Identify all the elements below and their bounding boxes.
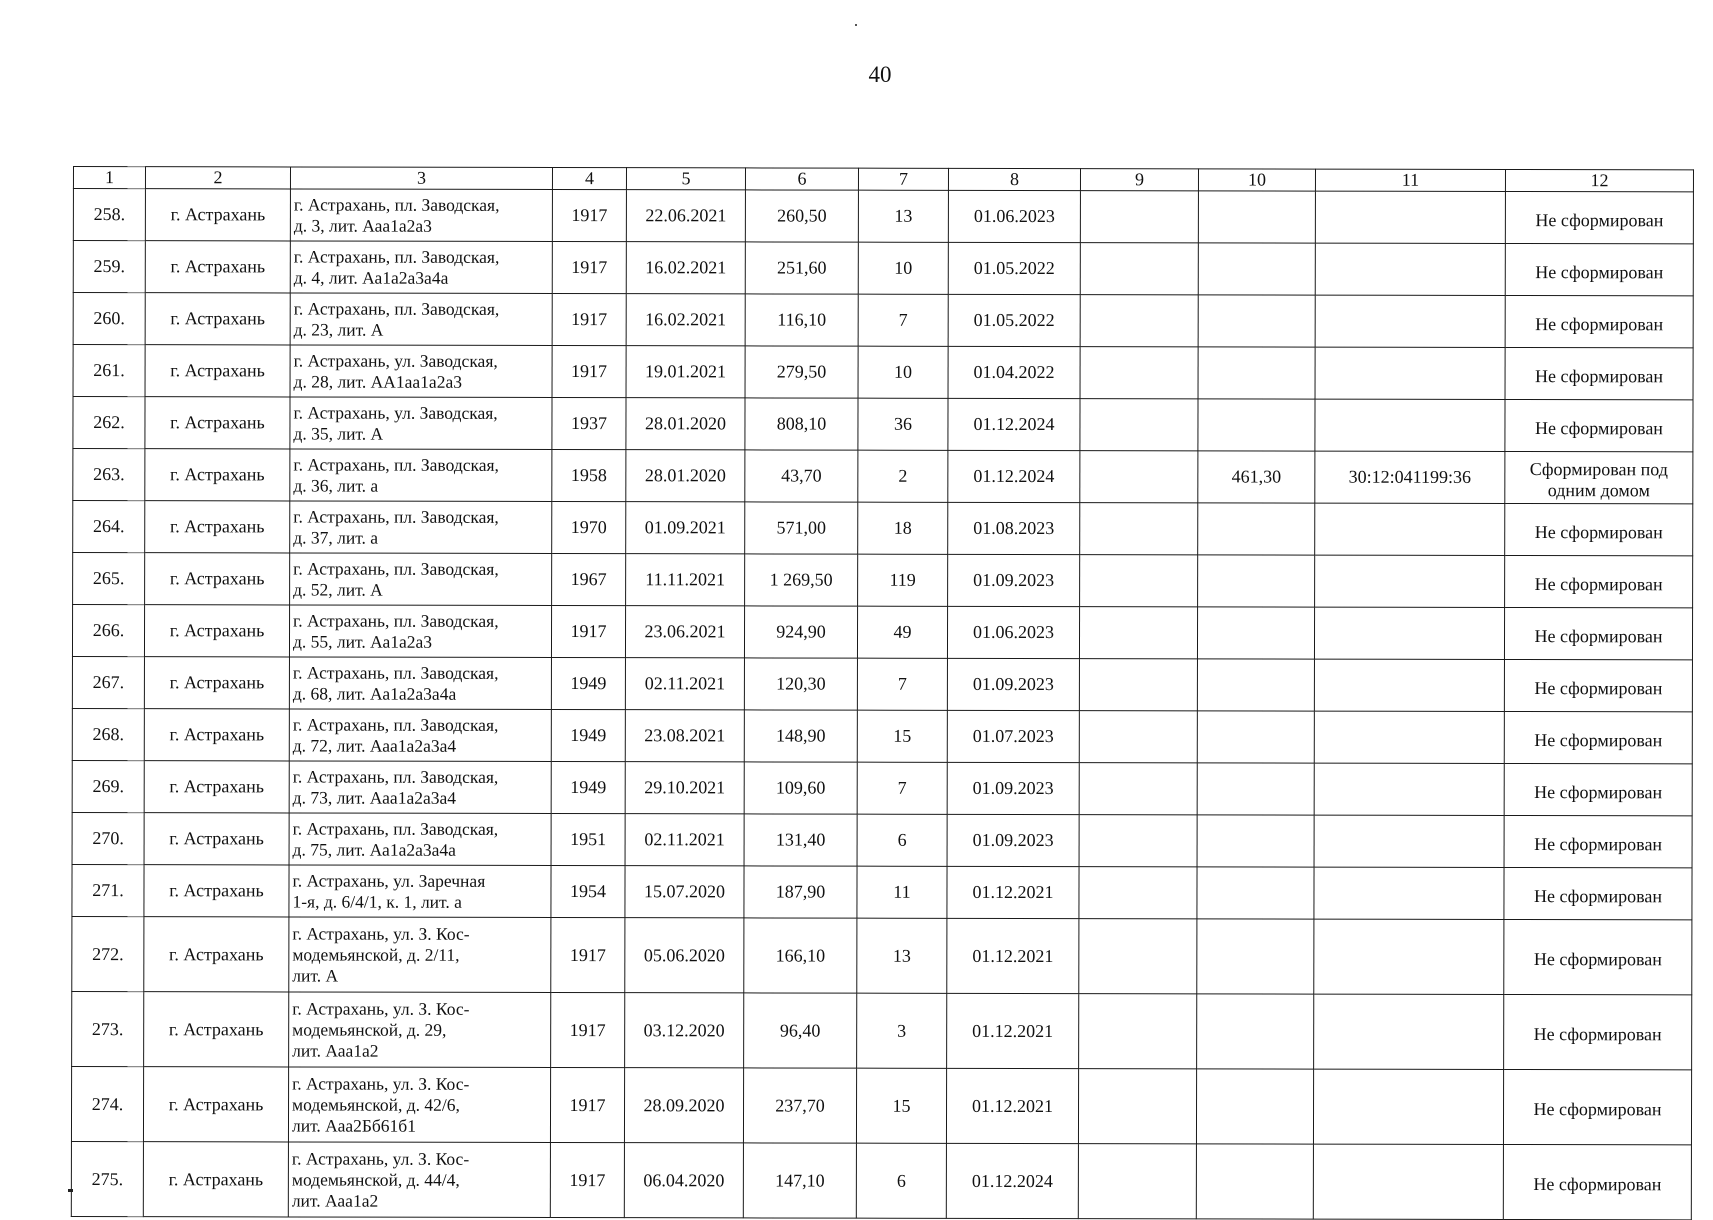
year-cell: 1917	[552, 346, 626, 398]
city-cell: г. Астрахань	[144, 709, 289, 761]
date-cell: 01.09.2021	[626, 502, 745, 554]
table-row	[72, 605, 1692, 660]
address-line: модемьянской, д. 42/6,	[292, 1093, 460, 1115]
address-cell	[289, 917, 551, 993]
table-row	[73, 345, 1693, 400]
count-cell: 36	[858, 398, 948, 450]
col10-cell	[1197, 919, 1314, 994]
col10-cell: 461,30	[1198, 451, 1315, 503]
cadastral-cell	[1315, 191, 1505, 243]
col9-cell	[1080, 347, 1198, 399]
status-cell: Не сформирован	[1505, 347, 1693, 399]
col10-cell	[1196, 1144, 1313, 1219]
row-number: 261.	[73, 345, 145, 397]
year-cell: 1917	[552, 294, 626, 346]
address-cell	[289, 605, 551, 658]
address-cell	[289, 813, 551, 866]
status-cell: Не сформирован	[1505, 244, 1693, 296]
date-cell: 28.01.2020	[626, 398, 745, 450]
col9-cell	[1079, 659, 1197, 711]
table-row	[72, 708, 1692, 763]
column-header-12: 12	[1505, 170, 1693, 192]
col9-cell	[1079, 919, 1197, 994]
col10-cell	[1197, 867, 1314, 919]
address-line: д. 52, лит. А	[293, 578, 383, 600]
table-row	[73, 501, 1693, 556]
year-cell: 1917	[552, 242, 626, 294]
area-cell: 251,60	[745, 242, 858, 294]
col10-cell	[1198, 503, 1315, 555]
year-cell: 1917	[551, 993, 625, 1068]
address-line: модемьянской, д. 2/11,	[292, 943, 460, 965]
date-cell: 02.11.2021	[625, 658, 744, 710]
address-cell	[290, 501, 552, 554]
area-cell: 116,10	[745, 294, 858, 346]
deadline-cell: 01.06.2023	[948, 190, 1080, 242]
address-line: г. Астрахань, пл. Заводская,	[293, 453, 499, 475]
year-cell: 1949	[551, 710, 625, 762]
count-cell: 13	[858, 190, 948, 242]
area-cell: 571,00	[745, 502, 858, 554]
table-row	[72, 916, 1692, 994]
status-cell: Не сформирован	[1505, 503, 1693, 555]
col10-cell	[1198, 555, 1315, 607]
address-line: г. Астрахань, ул. З. Кос-	[292, 922, 470, 944]
year-cell: 1970	[552, 502, 626, 554]
column-header-8: 8	[948, 168, 1080, 190]
date-cell: 23.06.2021	[625, 606, 744, 658]
table-row	[72, 760, 1692, 815]
address-line: модемьянской, д. 44/4,	[291, 1168, 460, 1190]
address-line: г. Астрахань, пл. Заводская,	[293, 193, 500, 215]
row-number: 274.	[71, 1066, 143, 1141]
year-cell: 1917	[551, 918, 625, 993]
cadastral-cell	[1315, 555, 1505, 607]
city-cell: г. Астрахань	[145, 293, 290, 345]
year-cell: 1949	[551, 658, 625, 710]
cadastral-cell	[1314, 994, 1504, 1069]
status-cell: Не сформирован	[1504, 919, 1692, 994]
status-cell: Не сформирован	[1504, 994, 1692, 1069]
cadastral-cell	[1314, 711, 1504, 763]
address-line: лит. Ааа1а2	[292, 1039, 379, 1061]
row-number: 275.	[71, 1141, 143, 1216]
city-cell: г. Астрахань	[144, 605, 289, 657]
address-line: д. 36, лит. а	[293, 474, 379, 496]
status-cell: Не сформирован	[1504, 763, 1692, 815]
address-line: г. Астрахань, пл. Заводская,	[292, 765, 499, 787]
address-line: г. Астрахань, ул. З. Кос-	[292, 1072, 470, 1094]
col9-cell	[1079, 607, 1197, 659]
deadline-cell: 01.05.2022	[948, 294, 1080, 346]
address-line: г. Астрахань, ул. Заводская,	[293, 349, 498, 371]
table-body	[71, 189, 1693, 1220]
col9-cell	[1080, 503, 1198, 555]
status-cell: Не сформирован	[1504, 659, 1692, 711]
column-header-5: 5	[626, 168, 745, 190]
date-cell: 28.09.2020	[624, 1068, 743, 1143]
count-cell: 11	[857, 866, 947, 918]
table-row	[72, 812, 1692, 867]
col9-cell	[1080, 555, 1198, 607]
deadline-cell: 01.08.2023	[948, 502, 1080, 554]
address-line: г. Астрахань, пл. Заводская,	[292, 817, 499, 839]
column-header-7: 7	[858, 168, 948, 190]
status-cell: Не сформирован	[1503, 1144, 1691, 1219]
address-cell	[290, 449, 552, 502]
address-line: д. 72, лит. Ааа1а2а3а4	[292, 734, 457, 756]
cadastral-cell	[1313, 1069, 1503, 1144]
address-cell	[289, 865, 551, 918]
year-cell: 1967	[552, 554, 626, 606]
address-line: г. Астрахань, ул. З. Кос-	[291, 1147, 470, 1169]
address-line: г. Астрахань, пл. Заводская,	[293, 297, 500, 319]
date-cell: 23.08.2021	[625, 710, 744, 762]
col9-cell	[1079, 867, 1197, 919]
address-cell	[289, 761, 551, 814]
col10-cell	[1198, 399, 1315, 451]
col9-cell	[1078, 1144, 1196, 1219]
date-cell: 11.11.2021	[626, 554, 745, 606]
row-number: 270.	[72, 812, 144, 864]
address-cell	[288, 1142, 550, 1218]
area-cell: 808,10	[745, 398, 858, 450]
deadline-cell: 01.12.2021	[947, 993, 1079, 1068]
count-cell: 15	[856, 1068, 946, 1143]
count-cell: 7	[858, 294, 948, 346]
year-cell: 1954	[551, 866, 625, 918]
table-row	[73, 397, 1693, 452]
address-cell	[290, 345, 552, 398]
address-cell	[290, 397, 552, 450]
col10-cell	[1197, 711, 1314, 763]
city-cell: г. Астрахань	[145, 241, 290, 293]
col10-cell	[1198, 295, 1315, 347]
deadline-cell: 01.12.2024	[948, 450, 1080, 502]
address-line: д. 73, лит. Ааа1а2а3а4	[292, 786, 457, 808]
address-line: г. Астрахань, пл. Заводская,	[293, 557, 499, 579]
city-cell: г. Астрахань	[145, 501, 290, 553]
deadline-cell: 01.06.2023	[947, 606, 1079, 658]
address-line: лит. А	[292, 964, 339, 986]
area-cell: 147,10	[743, 1143, 856, 1218]
row-number: 269.	[72, 760, 144, 812]
city-cell: г. Астрахань	[144, 813, 289, 865]
col10-cell	[1197, 994, 1314, 1069]
area-cell: 43,70	[745, 450, 858, 502]
city-cell: г. Астрахань	[145, 553, 290, 605]
column-header-11: 11	[1315, 169, 1505, 191]
row-number: 264.	[73, 501, 145, 553]
row-number: 272.	[72, 916, 144, 991]
cadastral-cell	[1315, 399, 1505, 451]
deadline-cell: 01.12.2021	[947, 866, 1079, 918]
scan-speck	[855, 24, 857, 26]
address-line: д. 68, лит. Аа1а2а3а4а	[292, 682, 457, 704]
col10-cell	[1198, 191, 1315, 243]
deadline-cell: 01.07.2023	[947, 710, 1079, 762]
status-cell: Не сформирован	[1505, 399, 1693, 451]
row-number: 267.	[72, 657, 144, 709]
deadline-cell: 01.09.2023	[947, 762, 1079, 814]
count-cell: 7	[857, 658, 947, 710]
city-cell: г. Астрахань	[144, 865, 289, 917]
column-header-4: 4	[552, 168, 626, 190]
housing-register-table	[71, 166, 1694, 1220]
col9-cell	[1080, 295, 1198, 347]
city-cell: г. Астрахань	[143, 1067, 288, 1142]
deadline-cell: 01.12.2021	[947, 918, 1079, 993]
table-row	[72, 864, 1692, 919]
address-cell	[289, 709, 551, 762]
col9-cell	[1080, 399, 1198, 451]
area-cell: 187,90	[744, 866, 857, 918]
area-cell: 131,40	[744, 814, 857, 866]
cadastral-cell	[1314, 607, 1504, 659]
area-cell: 109,60	[744, 762, 857, 814]
deadline-cell: 01.04.2022	[948, 346, 1080, 398]
address-line: г. Астрахань, ул. Заречная	[292, 869, 486, 891]
cadastral-cell: 30:12:041199:36	[1315, 451, 1505, 503]
deadline-cell: 01.12.2024	[948, 398, 1080, 450]
date-cell: 03.12.2020	[625, 993, 744, 1068]
city-cell: г. Астрахань	[145, 449, 290, 501]
area-cell: 924,90	[744, 606, 857, 658]
area-cell: 166,10	[744, 918, 857, 993]
deadline-cell: 01.12.2024	[946, 1143, 1078, 1218]
year-cell: 1937	[552, 398, 626, 450]
table-row	[73, 449, 1693, 504]
status-cell: Не сформирован	[1505, 295, 1693, 347]
area-cell: 260,50	[745, 190, 858, 242]
city-cell: г. Астрахань	[144, 657, 289, 709]
status-cell: Не сформирован	[1505, 555, 1693, 607]
col9-cell	[1079, 763, 1197, 815]
address-cell	[290, 293, 552, 346]
date-cell: 22.06.2021	[626, 190, 745, 242]
status-cell: Не сформирован	[1505, 192, 1693, 244]
count-cell: 15	[857, 710, 947, 762]
col9-cell	[1078, 1069, 1196, 1144]
column-header-1: 1	[73, 167, 145, 189]
col9-cell	[1080, 243, 1198, 295]
col9-cell	[1079, 815, 1197, 867]
row-number: 271.	[72, 864, 144, 916]
status-cell: Не сформирован	[1504, 815, 1692, 867]
date-cell: 29.10.2021	[625, 762, 744, 814]
page-number: 40	[868, 62, 892, 87]
cadastral-cell	[1314, 919, 1504, 994]
cadastral-cell	[1314, 659, 1504, 711]
status-cell: Не сформирован	[1504, 711, 1692, 763]
row-number: 258.	[73, 189, 145, 241]
table-row	[73, 241, 1693, 296]
area-cell: 279,50	[745, 346, 858, 398]
col9-cell	[1079, 711, 1197, 763]
address-line: г. Астрахань, ул. З. Кос-	[292, 997, 470, 1019]
year-cell: 1951	[551, 814, 625, 866]
address-line: 1-я, д. 6/4/1, к. 1, лит. а	[292, 890, 462, 912]
city-cell: г. Астрахань	[144, 992, 289, 1067]
table-row	[72, 991, 1692, 1069]
row-number: 273.	[72, 991, 144, 1066]
row-number: 268.	[72, 708, 144, 760]
area-cell: 120,30	[744, 658, 857, 710]
date-cell: 05.06.2020	[625, 918, 744, 993]
cadastral-cell	[1315, 295, 1505, 347]
row-number: 260.	[73, 293, 145, 345]
deadline-cell: 01.09.2023	[948, 554, 1080, 606]
table-row	[71, 1066, 1691, 1144]
count-cell: 119	[858, 554, 948, 606]
status-cell: Сформирован под одним домом	[1505, 451, 1693, 503]
area-cell: 237,70	[743, 1068, 856, 1143]
count-cell: 13	[857, 918, 947, 993]
city-cell: г. Астрахань	[145, 189, 290, 241]
count-cell: 18	[858, 502, 948, 554]
col9-cell	[1080, 451, 1198, 503]
date-cell: 06.04.2020	[624, 1143, 743, 1218]
count-cell: 6	[856, 1143, 946, 1218]
count-cell: 10	[858, 346, 948, 398]
address-line: д. 23, лит. А	[293, 318, 384, 340]
col10-cell	[1197, 607, 1314, 659]
address-line: г. Астрахань, ул. Заводская,	[293, 401, 498, 423]
address-line: д. 3, лит. Ааа1а2а3	[293, 214, 432, 236]
column-header-3: 3	[290, 167, 552, 190]
row-number: 265.	[73, 553, 145, 605]
count-cell: 2	[858, 450, 948, 502]
deadline-cell: 01.12.2021	[946, 1068, 1078, 1143]
col10-cell	[1197, 659, 1314, 711]
address-line: д. 55, лит. Аа1а2а3	[292, 630, 433, 652]
address-cell	[290, 553, 552, 606]
area-cell: 148,90	[744, 710, 857, 762]
address-line: г. Астрахань, пл. Заводская,	[293, 245, 500, 267]
cadastral-cell	[1314, 763, 1504, 815]
col9-cell	[1080, 191, 1198, 243]
cadastral-cell	[1315, 503, 1505, 555]
column-header-10: 10	[1198, 169, 1315, 191]
column-header-9: 9	[1080, 169, 1198, 191]
column-header-6: 6	[745, 168, 858, 190]
table-row	[72, 657, 1692, 712]
table-row	[73, 293, 1693, 348]
city-cell: г. Астрахань	[143, 1142, 288, 1217]
address-line: лит. Ааа1а2	[291, 1189, 379, 1211]
address-cell	[289, 657, 551, 710]
address-line: д. 35, лит. А	[293, 422, 384, 444]
deadline-cell: 01.05.2022	[948, 242, 1080, 294]
table-row	[73, 189, 1693, 244]
address-line: модемьянской, д. 29,	[292, 1018, 447, 1040]
cadastral-cell	[1314, 867, 1504, 919]
col10-cell	[1198, 243, 1315, 295]
address-line: д. 75, лит. Аа1а2а3а4а	[292, 838, 456, 860]
area-cell: 1 269,50	[745, 554, 858, 606]
city-cell: г. Астрахань	[145, 345, 290, 397]
status-cell: Не сформирован	[1503, 1069, 1691, 1144]
count-cell: 10	[858, 242, 948, 294]
cadastral-cell	[1315, 347, 1505, 399]
city-cell: г. Астрахань	[144, 761, 289, 813]
row-number: 266.	[72, 605, 144, 657]
deadline-cell: 01.09.2023	[947, 658, 1079, 710]
date-cell: 19.01.2021	[626, 346, 745, 398]
row-number: 263.	[73, 449, 145, 501]
col10-cell	[1197, 815, 1314, 867]
col9-cell	[1079, 994, 1197, 1069]
year-cell: 1917	[550, 1143, 624, 1218]
year-cell: 1917	[550, 1068, 624, 1143]
col10-cell	[1196, 1069, 1313, 1144]
date-cell: 16.02.2021	[626, 242, 745, 294]
count-cell: 6	[857, 814, 947, 866]
address-line: г. Астрахань, пл. Заводская,	[293, 609, 499, 631]
year-cell: 1917	[552, 190, 626, 242]
year-cell: 1917	[551, 606, 625, 658]
address-line: лит. Ааа2Бб61б1	[291, 1114, 416, 1136]
address-line: г. Астрахань, пл. Заводская,	[292, 661, 499, 683]
date-cell: 16.02.2021	[626, 294, 745, 346]
row-number: 262.	[73, 397, 145, 449]
count-cell: 49	[857, 606, 947, 658]
city-cell: г. Астрахань	[145, 397, 290, 449]
count-cell: 3	[857, 993, 947, 1068]
status-cell: Не сформирован	[1504, 607, 1692, 659]
year-cell: 1949	[551, 762, 625, 814]
address-cell	[290, 189, 552, 242]
address-cell	[290, 241, 552, 294]
column-header-2: 2	[145, 167, 290, 189]
date-cell: 28.01.2020	[626, 450, 745, 502]
address-cell	[289, 992, 551, 1068]
table-row	[71, 1141, 1691, 1219]
table-row	[73, 553, 1693, 608]
address-line: г. Астрахань, пл. Заводская,	[292, 713, 499, 735]
address-line: д. 37, лит. а	[293, 526, 379, 548]
date-cell: 15.07.2020	[625, 866, 744, 918]
address-line: д. 28, лит. АА1аа1а2а3	[293, 370, 463, 392]
date-cell: 02.11.2021	[625, 814, 744, 866]
deadline-cell: 01.09.2023	[947, 814, 1079, 866]
cadastral-cell	[1315, 243, 1505, 295]
address-line: д. 4, лит. Аа1а2а3а4а	[293, 266, 449, 288]
col10-cell	[1197, 763, 1314, 815]
col10-cell	[1198, 347, 1315, 399]
address-line: г. Астрахань, пл. Заводская,	[293, 505, 499, 527]
cadastral-cell	[1313, 1144, 1503, 1219]
city-cell: г. Астрахань	[144, 917, 289, 992]
row-number: 259.	[73, 241, 145, 293]
scan-speck	[68, 1189, 73, 1192]
cadastral-cell	[1314, 815, 1504, 867]
area-cell: 96,40	[744, 993, 857, 1068]
address-cell	[288, 1067, 550, 1143]
status-cell: Не сформирован	[1504, 867, 1692, 919]
count-cell: 7	[857, 762, 947, 814]
year-cell: 1958	[552, 450, 626, 502]
